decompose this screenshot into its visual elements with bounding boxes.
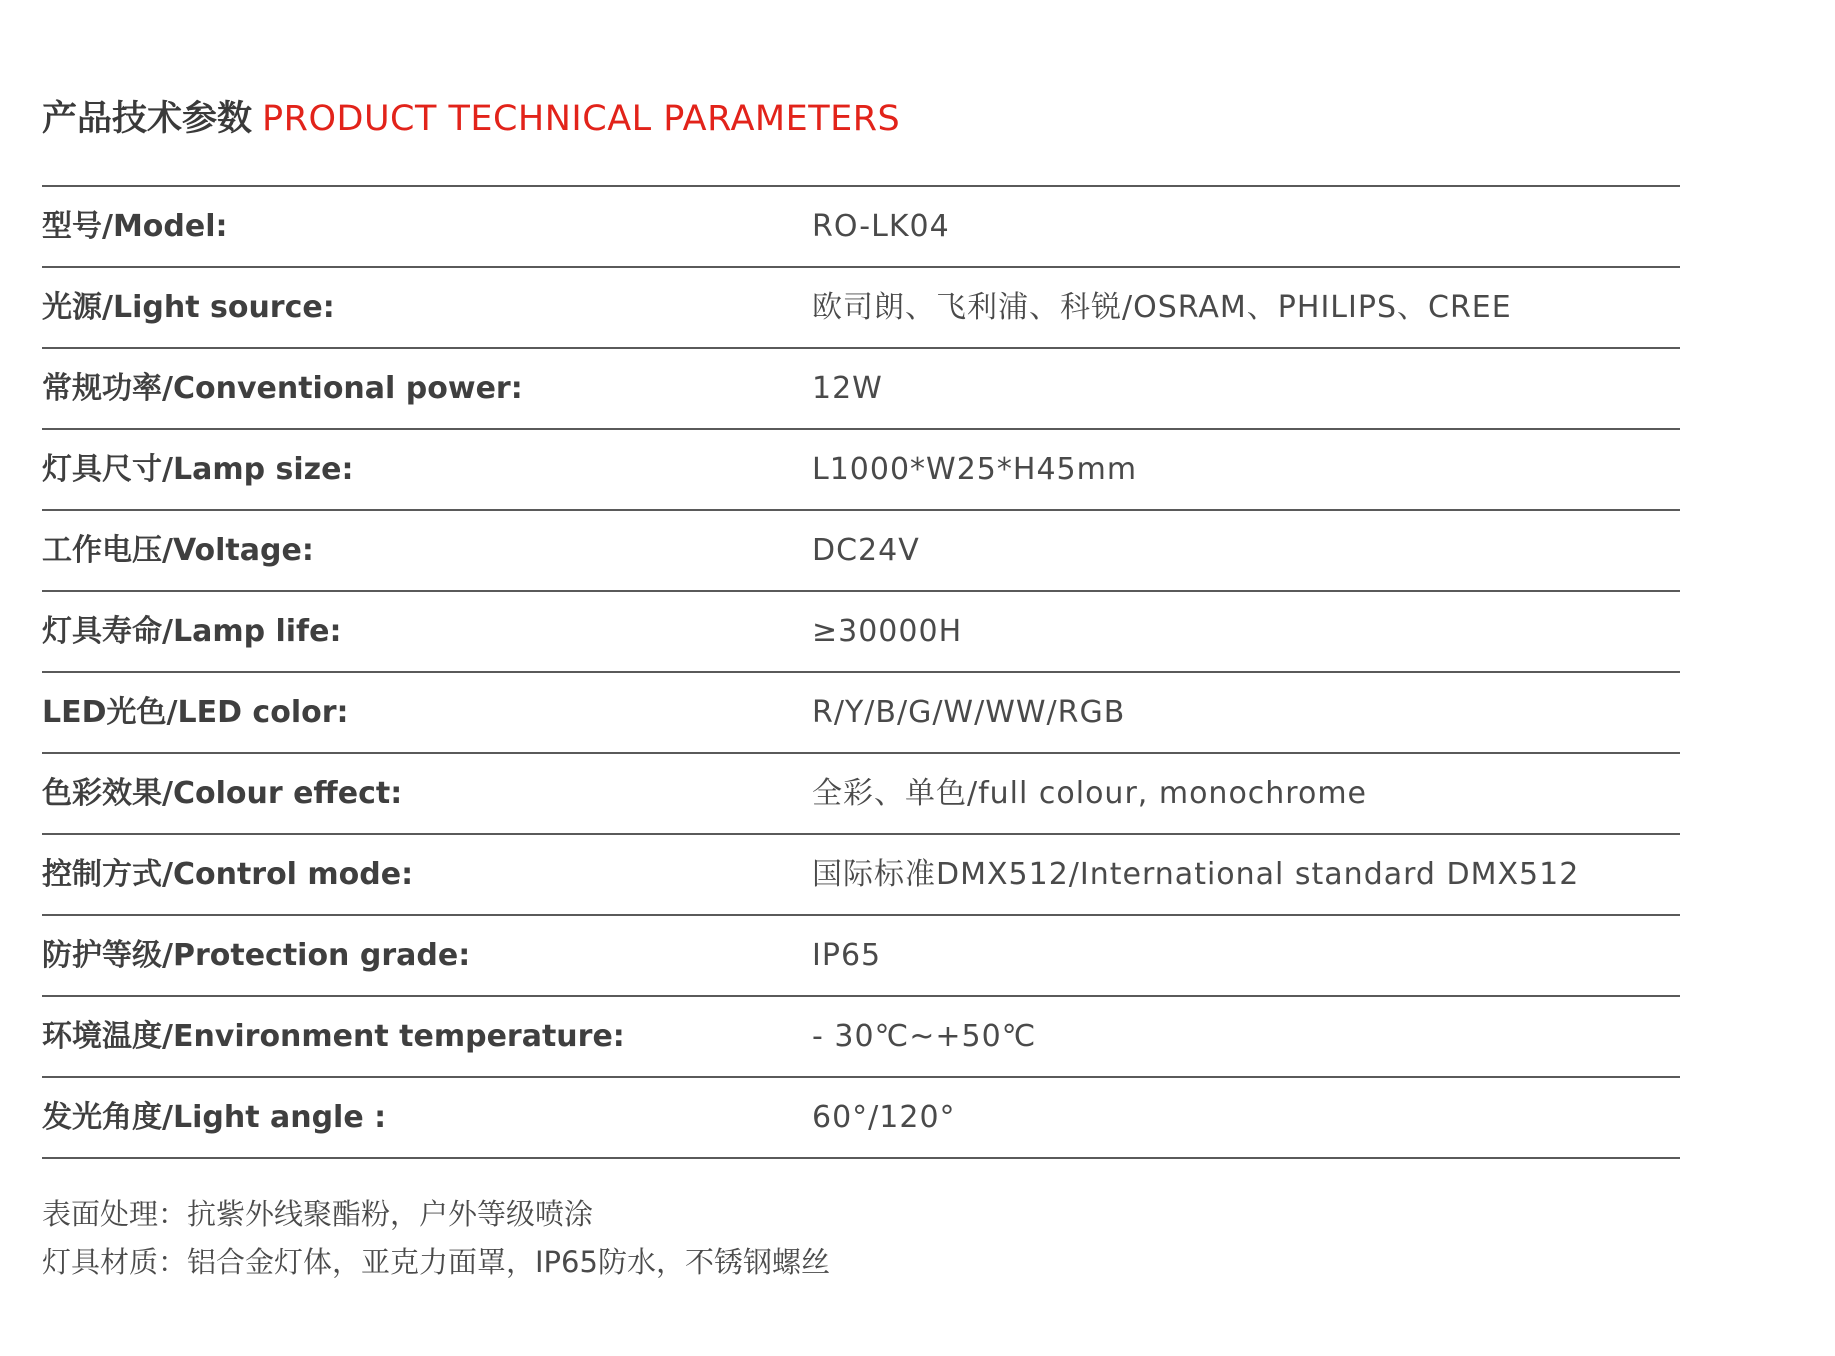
spec-value: 国际标准DMX512/International standard DMX512 bbox=[812, 857, 1580, 892]
notes bbox=[42, 1190, 830, 1286]
spec-label: 工作电压/Voltage: bbox=[42, 533, 314, 568]
spec-row-environment-temperature bbox=[42, 997, 1680, 1078]
note-lamp-material: 灯具材质：铝合金灯体，亚克力面罩，IP65防水，不锈钢螺丝 bbox=[42, 1245, 830, 1279]
spec-label: 发光角度/Light angle : bbox=[42, 1100, 387, 1135]
page-title-zh: 产品技术参数 bbox=[42, 99, 253, 139]
spec-row-led-color bbox=[42, 673, 1680, 754]
spec-row-control-mode bbox=[42, 835, 1680, 916]
spec-row-light-angle bbox=[42, 1078, 1680, 1159]
spec-value: R/Y/B/G/W/WW/RGB bbox=[812, 695, 1126, 730]
spec-label: 环境温度/Environment temperature: bbox=[42, 1019, 625, 1054]
spec-row-colour-effect bbox=[42, 754, 1680, 835]
spec-row-lamp-size bbox=[42, 430, 1680, 511]
spec-row-model bbox=[42, 187, 1680, 268]
spec-value: DC24V bbox=[812, 533, 920, 568]
spec-value: - 30℃~+50℃ bbox=[812, 1019, 1037, 1054]
spec-label: 型号/Model: bbox=[42, 209, 228, 244]
spec-value: 12W bbox=[812, 371, 883, 406]
spec-value: RO-LK04 bbox=[812, 209, 950, 244]
spec-value: IP65 bbox=[812, 938, 882, 973]
spec-row-light-source bbox=[42, 268, 1680, 349]
spec-value: 欧司朗、飞利浦、科锐/OSRAM、PHILIPS、CREE bbox=[812, 290, 1512, 325]
spec-row-protection-grade bbox=[42, 916, 1680, 997]
spec-row-power bbox=[42, 349, 1680, 430]
spec-value: L1000*W25*H45mm bbox=[812, 452, 1138, 487]
spec-label: LED光色/LED color: bbox=[42, 695, 349, 730]
spec-label: 灯具尺寸/Lamp size: bbox=[42, 452, 354, 487]
spec-value: 全彩、单色/full colour, monochrome bbox=[812, 776, 1368, 811]
spec-table bbox=[42, 185, 1680, 1159]
note-surface-treatment: 表面处理：抗紫外线聚酯粉，户外等级喷涂 bbox=[42, 1197, 594, 1231]
page-title-en: PRODUCT TECHNICAL PARAMETERS bbox=[262, 99, 901, 139]
spec-label: 防护等级/Protection grade: bbox=[42, 938, 471, 973]
spec-label: 色彩效果/Colour effect: bbox=[42, 776, 403, 811]
spec-value: 60°/120° bbox=[812, 1100, 956, 1135]
spec-label: 光源/Light source: bbox=[42, 290, 335, 325]
spec-row-voltage bbox=[42, 511, 1680, 592]
spec-row-lamp-life bbox=[42, 592, 1680, 673]
spec-label: 灯具寿命/Lamp life: bbox=[42, 614, 342, 649]
spec-label: 常规功率/Conventional power: bbox=[42, 371, 523, 406]
spec-value: ≥30000H bbox=[812, 614, 963, 649]
page-title bbox=[42, 96, 900, 142]
spec-label: 控制方式/Control mode: bbox=[42, 857, 414, 892]
